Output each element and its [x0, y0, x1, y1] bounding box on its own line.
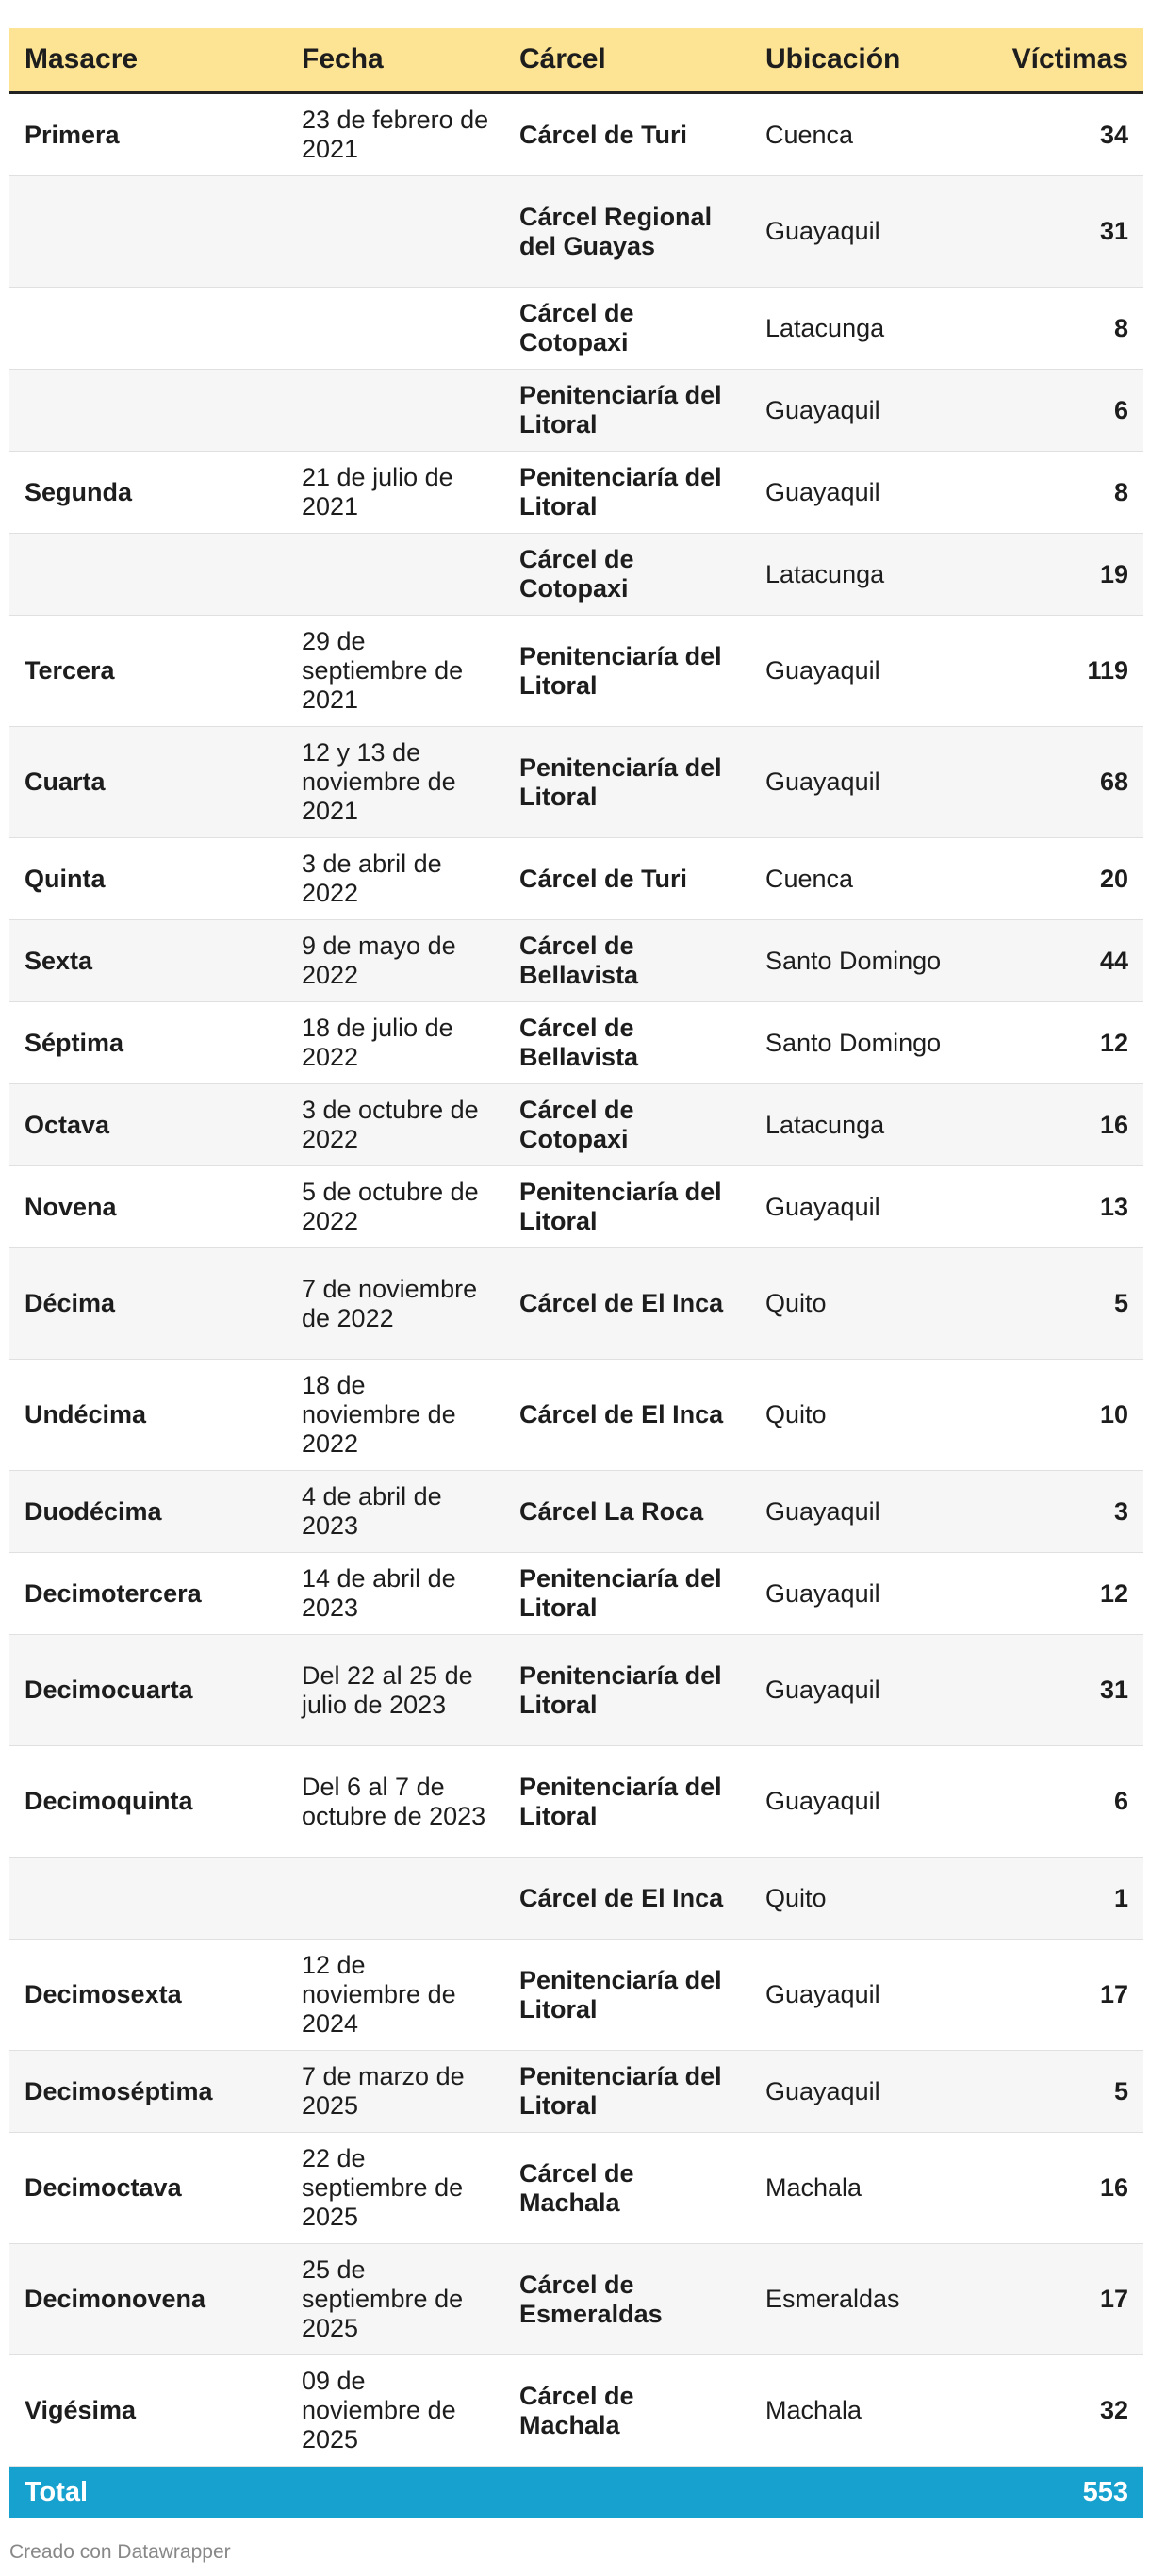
column-header-masacre[interactable]: Masacre: [9, 28, 287, 92]
cell-ubicacion: Guayaquil: [750, 2051, 970, 2133]
cell-fecha: 12 de noviembre de 2024: [287, 1940, 504, 2051]
cell-carcel: Cárcel de El Inca: [504, 1360, 750, 1471]
cell-fecha: Del 22 al 25 de julio de 2023: [287, 1635, 504, 1746]
cell-fecha: 7 de marzo de 2025: [287, 2051, 504, 2133]
cell-carcel: Penitenciaría del Litoral: [504, 727, 750, 838]
cell-ubicacion: Latacunga: [750, 288, 970, 370]
cell-fecha: [287, 176, 504, 288]
cell-ubicacion: Machala: [750, 2355, 970, 2467]
cell-carcel: Penitenciaría del Litoral: [504, 1635, 750, 1746]
table-row: [9, 1360, 1143, 1471]
cell-carcel: Cárcel de Machala: [504, 2355, 750, 2467]
cell-ubicacion: Guayaquil: [750, 1635, 970, 1746]
cell-carcel: Cárcel de Cotopaxi: [504, 534, 750, 616]
table-row: [9, 1940, 1143, 2051]
cell-fecha: 7 de noviembre de 2022: [287, 1248, 504, 1360]
cell-ubicacion: Guayaquil: [750, 176, 970, 288]
table-row: [9, 616, 1143, 727]
cell-masacre: Decimonovena: [9, 2244, 287, 2355]
cell-fecha: Del 6 al 7 de octubre de 2023: [287, 1746, 504, 1858]
cell-carcel: Cárcel Regional del Guayas: [504, 176, 750, 288]
cell-victimas: 20: [970, 838, 1143, 920]
cell-fecha: 3 de octubre de 2022: [287, 1084, 504, 1166]
cell-victimas: 13: [970, 1166, 1143, 1248]
table-row: [9, 1471, 1143, 1553]
total-label: Total: [9, 2467, 287, 2518]
cell-victimas: 119: [970, 616, 1143, 727]
cell-masacre: Novena: [9, 1166, 287, 1248]
cell-ubicacion: Guayaquil: [750, 452, 970, 534]
column-header-victimas[interactable]: Víctimas: [970, 28, 1143, 92]
cell-carcel: Cárcel de Machala: [504, 2133, 750, 2244]
cell-ubicacion: Guayaquil: [750, 1940, 970, 2051]
table-row: [9, 1635, 1143, 1746]
massacres-table: [9, 28, 1143, 2518]
cell-masacre: Vigésima: [9, 2355, 287, 2467]
cell-victimas: 6: [970, 370, 1143, 452]
cell-masacre: Décima: [9, 1248, 287, 1360]
cell-masacre: Undécima: [9, 1360, 287, 1471]
table-row: [9, 1084, 1143, 1166]
cell-victimas: 5: [970, 2051, 1143, 2133]
cell-masacre: Segunda: [9, 452, 287, 534]
cell-fecha: 18 de julio de 2022: [287, 1002, 504, 1084]
table-row: [9, 92, 1143, 176]
cell-victimas: 12: [970, 1002, 1143, 1084]
cell-carcel: Penitenciaría del Litoral: [504, 616, 750, 727]
cell-victimas: 34: [970, 92, 1143, 176]
cell-ubicacion: Latacunga: [750, 534, 970, 616]
table-row: [9, 176, 1143, 288]
table-row: [9, 534, 1143, 616]
cell-masacre: Decimotercera: [9, 1553, 287, 1635]
table-row: [9, 1248, 1143, 1360]
cell-victimas: 16: [970, 2133, 1143, 2244]
cell-masacre: [9, 1858, 287, 1940]
cell-victimas: 31: [970, 1635, 1143, 1746]
cell-masacre: [9, 176, 287, 288]
cell-victimas: 5: [970, 1248, 1143, 1360]
cell-ubicacion: Latacunga: [750, 1084, 970, 1166]
cell-masacre: Decimosexta: [9, 1940, 287, 2051]
cell-fecha: 14 de abril de 2023: [287, 1553, 504, 1635]
total-row: [9, 2467, 1143, 2518]
cell-victimas: 16: [970, 1084, 1143, 1166]
table-row: [9, 452, 1143, 534]
cell-masacre: [9, 288, 287, 370]
cell-fecha: 12 y 13 de noviembre de 2021: [287, 727, 504, 838]
cell-masacre: Decimoquinta: [9, 1746, 287, 1858]
table-row: [9, 370, 1143, 452]
cell-masacre: Primera: [9, 92, 287, 176]
cell-fecha: 3 de abril de 2022: [287, 838, 504, 920]
cell-carcel: Penitenciaría del Litoral: [504, 2051, 750, 2133]
cell-fecha: [287, 370, 504, 452]
cell-masacre: Séptima: [9, 1002, 287, 1084]
cell-victimas: 32: [970, 2355, 1143, 2467]
table-body: [9, 92, 1143, 2467]
cell-victimas: 1: [970, 1858, 1143, 1940]
cell-ubicacion: Guayaquil: [750, 1746, 970, 1858]
cell-ubicacion: Cuenca: [750, 838, 970, 920]
cell-masacre: Quinta: [9, 838, 287, 920]
cell-victimas: 12: [970, 1553, 1143, 1635]
cell-fecha: [287, 288, 504, 370]
table-row: [9, 920, 1143, 1002]
cell-carcel: Cárcel de Turi: [504, 838, 750, 920]
cell-ubicacion: Santo Domingo: [750, 1002, 970, 1084]
table-row: [9, 727, 1143, 838]
cell-carcel: Penitenciaría del Litoral: [504, 1553, 750, 1635]
cell-ubicacion: Quito: [750, 1360, 970, 1471]
cell-carcel: Penitenciaría del Litoral: [504, 370, 750, 452]
cell-victimas: 17: [970, 2244, 1143, 2355]
cell-fecha: [287, 1858, 504, 1940]
cell-masacre: [9, 370, 287, 452]
cell-fecha: 5 de octubre de 2022: [287, 1166, 504, 1248]
cell-victimas: 8: [970, 288, 1143, 370]
total-empty-ubicacion: [750, 2467, 970, 2518]
cell-victimas: 8: [970, 452, 1143, 534]
table-row: [9, 2133, 1143, 2244]
cell-ubicacion: Guayaquil: [750, 727, 970, 838]
cell-masacre: [9, 534, 287, 616]
cell-victimas: 3: [970, 1471, 1143, 1553]
table-row: [9, 1746, 1143, 1858]
datawrapper-credit: Creado con Datawrapper: [9, 2541, 231, 2563]
cell-ubicacion: Guayaquil: [750, 616, 970, 727]
cell-fecha: 25 de septiembre de 2025: [287, 2244, 504, 2355]
column-header-fecha[interactable]: Fecha: [287, 28, 504, 92]
cell-fecha: 4 de abril de 2023: [287, 1471, 504, 1553]
cell-victimas: 10: [970, 1360, 1143, 1471]
cell-fecha: 22 de septiembre de 2025: [287, 2133, 504, 2244]
header-row: [9, 28, 1143, 92]
cell-victimas: 17: [970, 1940, 1143, 2051]
cell-ubicacion: Guayaquil: [750, 1166, 970, 1248]
column-header-carcel[interactable]: Cárcel: [504, 28, 750, 92]
table-row: [9, 2244, 1143, 2355]
cell-masacre: Octava: [9, 1084, 287, 1166]
cell-fecha: 09 de noviembre de 2025: [287, 2355, 504, 2467]
cell-victimas: 6: [970, 1746, 1143, 1858]
total-value: 553: [970, 2467, 1143, 2518]
total-empty-carcel: [504, 2467, 750, 2518]
cell-carcel: Penitenciaría del Litoral: [504, 1746, 750, 1858]
cell-carcel: Penitenciaría del Litoral: [504, 1940, 750, 2051]
cell-ubicacion: Guayaquil: [750, 370, 970, 452]
cell-ubicacion: Esmeraldas: [750, 2244, 970, 2355]
cell-masacre: Decimoctava: [9, 2133, 287, 2244]
cell-fecha: 23 de febrero de 2021: [287, 92, 504, 176]
cell-carcel: Cárcel de El Inca: [504, 1858, 750, 1940]
datawrapper-table: [9, 28, 1143, 2518]
cell-ubicacion: Santo Domingo: [750, 920, 970, 1002]
table-row: [9, 838, 1143, 920]
cell-ubicacion: Guayaquil: [750, 1553, 970, 1635]
table-row: [9, 2051, 1143, 2133]
table-row: [9, 288, 1143, 370]
cell-carcel: Cárcel La Roca: [504, 1471, 750, 1553]
cell-fecha: 29 de septiembre de 2021: [287, 616, 504, 727]
cell-victimas: 68: [970, 727, 1143, 838]
cell-victimas: 44: [970, 920, 1143, 1002]
cell-carcel: Cárcel de Bellavista: [504, 1002, 750, 1084]
table-row: [9, 1553, 1143, 1635]
column-header-ubicacion[interactable]: Ubicación: [750, 28, 970, 92]
table-row: [9, 2355, 1143, 2467]
table-row: [9, 1166, 1143, 1248]
cell-fecha: 21 de julio de 2021: [287, 452, 504, 534]
cell-carcel: Cárcel de Cotopaxi: [504, 1084, 750, 1166]
cell-masacre: Cuarta: [9, 727, 287, 838]
cell-masacre: Duodécima: [9, 1471, 287, 1553]
table-row: [9, 1858, 1143, 1940]
cell-carcel: Cárcel de Bellavista: [504, 920, 750, 1002]
cell-masacre: Sexta: [9, 920, 287, 1002]
cell-fecha: 9 de mayo de 2022: [287, 920, 504, 1002]
cell-carcel: Penitenciaría del Litoral: [504, 452, 750, 534]
cell-victimas: 19: [970, 534, 1143, 616]
cell-ubicacion: Quito: [750, 1248, 970, 1360]
cell-masacre: Tercera: [9, 616, 287, 727]
cell-masacre: Decimocuarta: [9, 1635, 287, 1746]
cell-ubicacion: Quito: [750, 1858, 970, 1940]
cell-masacre: Decimoséptima: [9, 2051, 287, 2133]
cell-ubicacion: Machala: [750, 2133, 970, 2244]
cell-carcel: Cárcel de Cotopaxi: [504, 288, 750, 370]
cell-fecha: 18 de noviembre de 2022: [287, 1360, 504, 1471]
cell-ubicacion: Cuenca: [750, 92, 970, 176]
table-row: [9, 1002, 1143, 1084]
cell-carcel: Penitenciaría del Litoral: [504, 1166, 750, 1248]
cell-ubicacion: Guayaquil: [750, 1471, 970, 1553]
total-empty-fecha: [287, 2467, 504, 2518]
cell-carcel: Cárcel de Esmeraldas: [504, 2244, 750, 2355]
cell-fecha: [287, 534, 504, 616]
cell-victimas: 31: [970, 176, 1143, 288]
cell-carcel: Cárcel de El Inca: [504, 1248, 750, 1360]
cell-carcel: Cárcel de Turi: [504, 92, 750, 176]
